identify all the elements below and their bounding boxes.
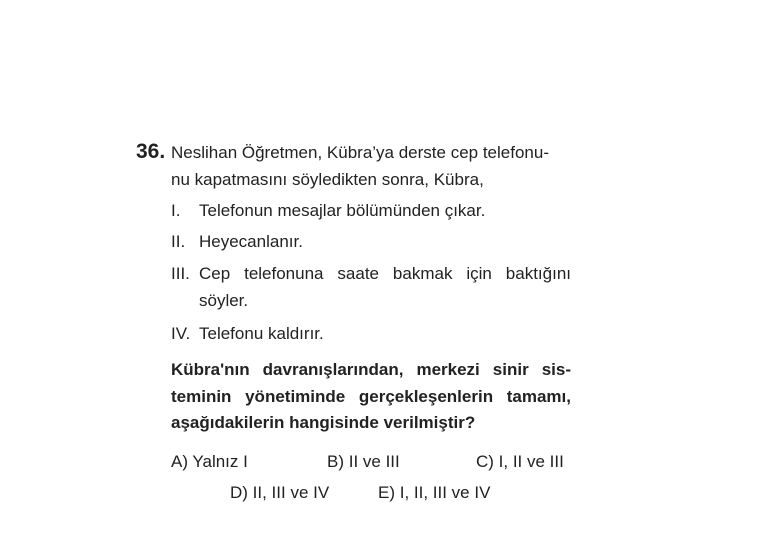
answer-option-a[interactable]: A) Yalnız I xyxy=(171,452,248,471)
statement-item-3 xyxy=(171,262,571,286)
answer-option-e[interactable]: E) I, II, III ve IV xyxy=(378,483,491,502)
question-prompt-line-3: aşağıdakilerin hangisinde verilmiştir? xyxy=(171,413,476,432)
statement-text: Telefonun mesajlar bölümünden çıkar. xyxy=(199,201,486,220)
question-prompt-line-1: Kübra'nın davranışlarından, merkezi sinir sis- xyxy=(171,360,571,379)
statement-text: Heyecanlanır. xyxy=(199,232,303,251)
answer-option-b[interactable]: B) II ve III xyxy=(327,452,400,471)
statement-numeral: IV. xyxy=(171,324,191,343)
answer-option-d[interactable]: D) II, III ve IV xyxy=(230,483,330,502)
statement-item-3-continuation: söyler. xyxy=(199,291,249,310)
statement-text: Cep telefonuna saate bakmak için baktığını xyxy=(199,264,571,283)
statement-numeral: II. xyxy=(171,232,186,251)
question-number: 36. xyxy=(136,140,166,163)
statement-numeral: I. xyxy=(171,201,181,220)
statement-item-1 xyxy=(171,199,485,223)
statement-text: Telefonu kaldırır. xyxy=(199,324,324,343)
question-stem-line-1: Neslihan Öğretmen, Kübra’ya derste cep telefonu- xyxy=(171,143,549,162)
statement-numeral: III. xyxy=(171,264,190,283)
statement-item-2 xyxy=(171,230,303,254)
question-stem-line-2: nu kapatmasını söyledikten sonra, Kübra, xyxy=(171,170,484,189)
statement-item-4 xyxy=(171,322,324,346)
question-prompt-line-2: teminin yönetiminde gerçekleşenlerin tamamı, xyxy=(171,387,571,406)
answer-option-c[interactable]: C) I, II ve III xyxy=(476,452,564,471)
